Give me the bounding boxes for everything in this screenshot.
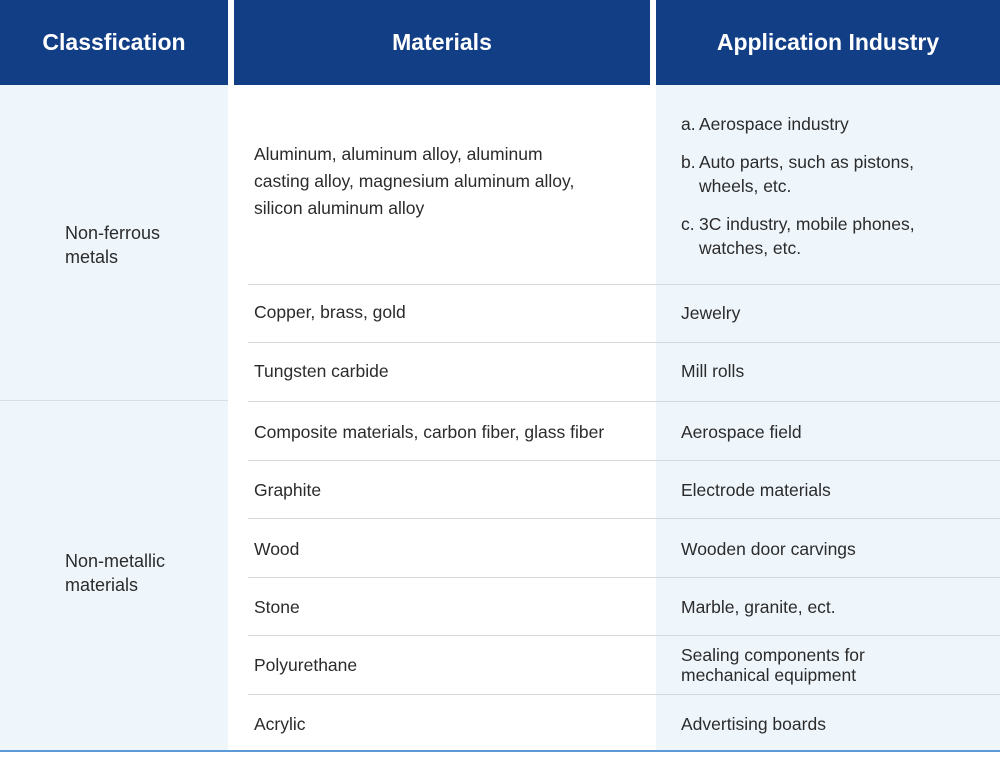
material-line: silicon aluminum alloy [254, 198, 425, 218]
material-cell: Copper, brass, gold [254, 302, 406, 322]
material-cell: Graphite [254, 480, 322, 500]
application-text: wheels, etc. [699, 176, 792, 196]
application-item [681, 150, 981, 198]
application-cell: Jewelry [681, 303, 741, 323]
application-cell: Marble, granite, ect. [681, 597, 836, 617]
application-text: watches, etc. [699, 238, 802, 258]
material-cell: Acrylic [254, 714, 306, 734]
row-divider [248, 518, 1000, 519]
material-cell: Polyurethane [254, 655, 358, 675]
application-text: Aerospace industry [699, 114, 849, 134]
application-line: mechanical equipment [681, 665, 857, 685]
application-cell: Mill rolls [681, 361, 745, 381]
material-cell: Stone [254, 597, 300, 617]
material-cell: Wood [254, 539, 300, 559]
category-line: Non-metallic [65, 551, 166, 571]
row-divider [248, 460, 1000, 461]
material-cell: Composite materials, carbon fiber, glass fiber [254, 422, 605, 442]
header-classification: Classfication [0, 0, 228, 85]
application-letter: a. [681, 114, 696, 134]
application-line: Sealing components for [681, 645, 865, 665]
row-divider [248, 401, 1000, 402]
application-letter: b. [681, 152, 696, 172]
application-item [681, 112, 981, 136]
material-cell: Tungsten carbide [254, 361, 389, 381]
application-cell: Electrode materials [681, 480, 831, 500]
category-line: Non-ferrous [65, 223, 161, 243]
category-line: metals [65, 247, 119, 267]
table-bottom-border [0, 750, 1000, 752]
application-cell [681, 645, 981, 685]
classification-column [0, 85, 228, 750]
row-divider [248, 694, 1000, 695]
category-non-metallic-materials [65, 549, 165, 597]
material-line: Aluminum, aluminum alloy, aluminum [254, 144, 543, 164]
row-divider [248, 284, 1000, 285]
category-non-ferrous-metals [65, 221, 160, 269]
category-line: materials [65, 575, 139, 595]
application-cell: Aerospace field [681, 422, 802, 442]
header-materials: Materials [234, 0, 650, 85]
classification-divider [0, 400, 228, 401]
row-divider [248, 577, 1000, 578]
application-cell: Wooden door carvings [681, 539, 856, 559]
material-cell [254, 141, 644, 222]
application-letter: c. [681, 214, 695, 234]
application-item [681, 212, 981, 260]
application-text: Auto parts, such as pistons, [699, 152, 914, 172]
row-divider [248, 342, 1000, 343]
row-divider [248, 635, 1000, 636]
application-text: 3C industry, mobile phones, [699, 214, 915, 234]
header-application-industry: Application Industry [656, 0, 1000, 85]
material-line: casting alloy, magnesium aluminum alloy, [254, 171, 575, 191]
application-cell: Advertising boards [681, 714, 826, 734]
